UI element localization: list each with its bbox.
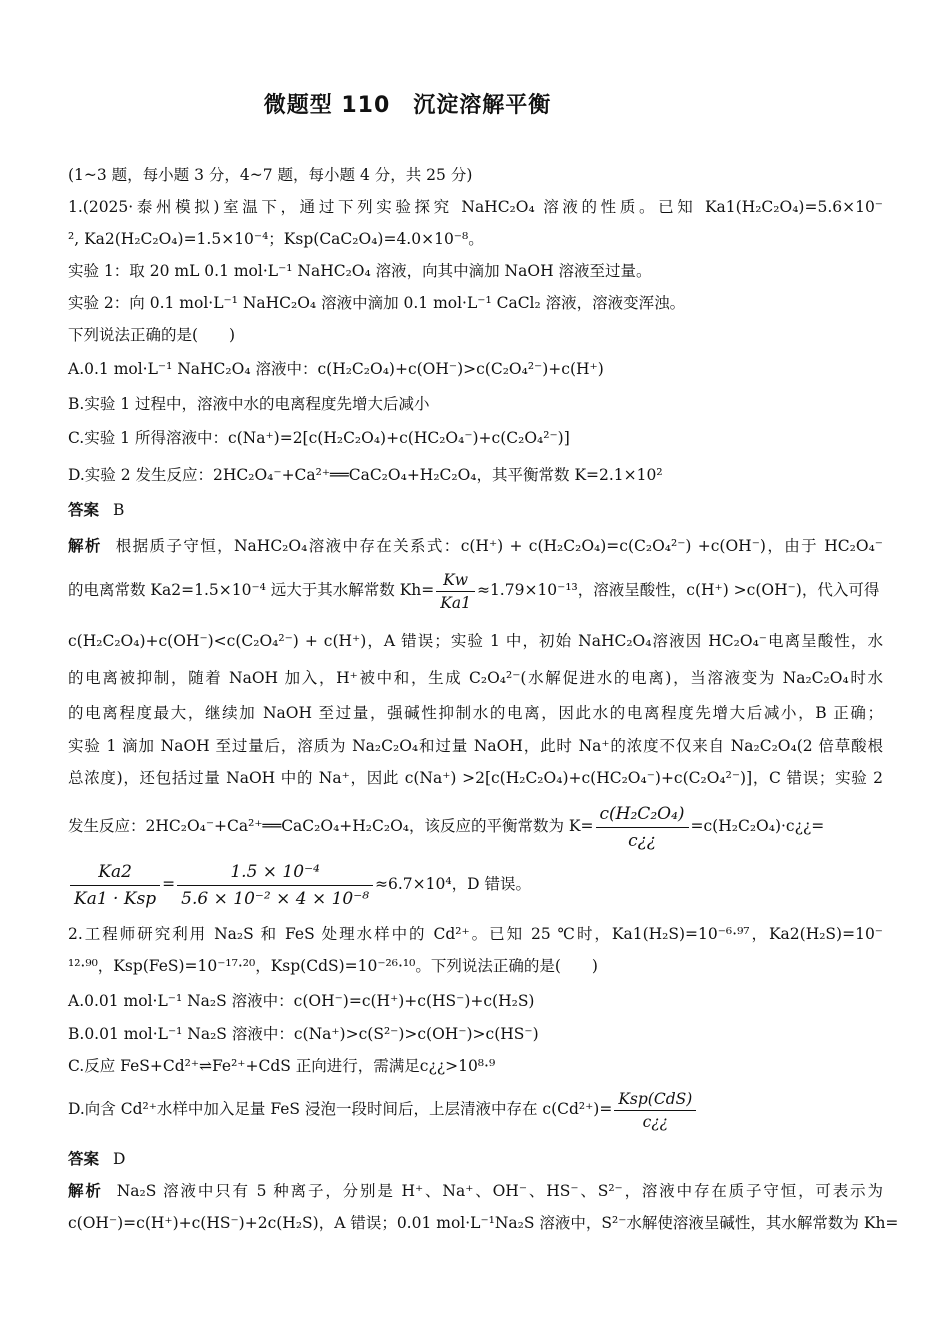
analysis-label: 解析 — [68, 1182, 103, 1200]
analysis-text: 的电离常数 Ka2=1.5×10⁻⁴ 远大于其水解常数 Kh= — [68, 581, 435, 599]
q2-analysis-line1 — [68, 1181, 883, 1201]
fraction-denominator: c¿¿ — [628, 830, 656, 851]
fraction-denominator: Ka1 — [440, 593, 471, 612]
q2-option-c: C.反应 FeS+Cd²⁺⇌Fe²⁺+CdS 正向进行，需满足c¿¿>10⁸·⁹ — [68, 1057, 496, 1075]
option-text: D.向含 Cd²⁺水样中加入足量 FeS 浸泡一段时间后，上层清液中存在 c(Cd²⁺)= — [68, 1100, 613, 1118]
q1-analysis-line8 — [68, 800, 883, 854]
page-title: 微题型 110 沉淀溶解平衡 — [263, 93, 552, 118]
q2-stem-line1: 2.工程师研究利用 Na₂S 和 FeS 处理水样中的 Cd²⁺。已知 25 ℃时，Ka1(H₂S)=10⁻⁶·⁹⁷，Ka2(H₂S)=10⁻ — [68, 925, 883, 943]
fraction-numerator: Kw — [436, 569, 475, 592]
q2-answer: D — [113, 1150, 126, 1168]
q1-answer-row — [68, 500, 883, 520]
q1-answer: B — [113, 501, 125, 519]
q2-option-b: B.0.01 mol·L⁻¹ Na₂S 溶液中：c(Na⁺)>c(S²⁻)>c(OH⁻)>c(HS⁻) — [68, 1025, 539, 1043]
ksp-fraction — [614, 1088, 696, 1133]
q1-experiment-1: 实验 1：取 20 mL 0.1 mol·L⁻¹ NaHC₂O₄ 溶液，向其中滴加 NaOH 溶液至过量。 — [68, 262, 652, 280]
q1-stem-line2: ², Ka2(H₂C₂O₄)=1.5×10⁻⁴；Ksp(CaC₂O₄)=4.0×10⁻⁸。 — [68, 230, 484, 248]
q2-stem-line2: ¹²·⁹⁰，Ksp(FeS)=10⁻¹⁷·²⁰，Ksp(CdS)=10⁻²⁶·¹⁰。下列说法正确的是( ) — [68, 957, 598, 975]
q2-option-a: A.0.01 mol·L⁻¹ Na₂S 溶液中：c(OH⁻)=c(H⁺)+c(HS⁻)+c(H₂S) — [68, 992, 535, 1010]
analysis-text: 发生反应：2HC₂O₄⁻+Ca²⁺══CaC₂O₄+H₂C₂O₄，该反应的平衡常数为 K= — [68, 817, 594, 835]
q1-option-b: B.实验 1 过程中，溶液中水的电离程度先增大后减小 — [68, 395, 430, 413]
q1-option-a: A.0.1 mol·L⁻¹ NaHC₂O₄ 溶液中：c(H₂C₂O₄)+c(OH⁻)>c(C₂O₄²⁻)+c(H⁺) — [68, 360, 604, 378]
q1-experiment-2: 实验 2：向 0.1 mol·L⁻¹ NaHC₂O₄ 溶液中滴加 0.1 mol·L⁻¹ CaCl₂ 溶液，溶液变浑浊。 — [68, 294, 686, 312]
q1-analysis-line5: 的电离程度最大，继续加 NaOH 至过量，强碱性抑制水的电离，因此水的电离程度先增大后减小，B 正确； — [68, 704, 883, 722]
q1-analysis-line6: 实验 1 滴加 NaOH 至过量后，溶质为 Na₂C₂O₄和过量 NaOH，此时 Na⁺的浓度不仅来自 Na₂C₂O₄(2 倍草酸根 — [68, 737, 883, 755]
analysis-text: ≈1.79×10⁻¹³，溶液呈酸性，c(H⁺) >c(OH⁻)，代入可得 — [476, 581, 880, 599]
q2-analysis-line2: c(OH⁻)=c(H⁺)+c(HS⁻)+2c(H₂S)，A 错误；0.01 mol·L⁻¹Na₂S 溶液中，S²⁻水解使溶液呈碱性，其水解常数为 Kh= — [68, 1214, 899, 1232]
analysis-label: 解析 — [68, 537, 102, 555]
q1-analysis-line4: 的电离被抑制，随着 NaOH 加入，H⁺被中和，生成 C₂O₄²⁻(水解促进水的电离)，当溶液变为 Na₂C₂O₄时水 — [68, 669, 883, 687]
analysis-text: Na₂S 溶液中只有 5 种离子，分别是 H⁺、Na⁺、OH⁻、HS⁻、S²⁻，溶液中存在质子守恒，可表示为 — [116, 1182, 883, 1200]
q1-analysis-line1 — [68, 536, 883, 556]
q1-analysis-line7: 总浓度)，还包括过量 NaOH 中的 Na⁺，因此 c(Na⁺) >2[c(H₂C₂O₄)+c(HC₂O₄⁻)+c(C₂O₄²⁻)]，C 错误；实验 2 — [68, 769, 883, 787]
q1-option-d: D.实验 2 发生反应：2HC₂O₄⁻+Ca²⁺══CaC₂O₄+H₂C₂O₄，其平衡常数 K=2.1×10² — [68, 466, 663, 484]
q1-option-c: C.实验 1 所得溶液中：c(Na⁺)=2[c(H₂C₂O₄)+c(HC₂O₄⁻)+c(C₂O₄²⁻)] — [68, 429, 570, 447]
ratio-fraction — [70, 859, 160, 912]
q1-analysis-line2 — [68, 566, 883, 616]
q1-stem-line1: 1.(2025·泰州模拟)室温下，通过下列实验探究 NaHC₂O₄ 溶液的性质。已知 Ka1(H₂C₂O₄)=5.6×10⁻ — [68, 198, 883, 216]
value-fraction — [177, 859, 373, 912]
q1-question: 下列说法正确的是( ) — [68, 326, 236, 344]
answer-label: 答案 — [68, 1150, 100, 1168]
analysis-text: 根据质子守恒，NaHC₂O₄溶液中存在关系式：c(H⁺) + c(H₂C₂O₄)=c(C₂O₄²⁻) +c(OH⁻)，由于 HC₂O₄⁻ — [115, 537, 883, 555]
q1-analysis-line3: c(H₂C₂O₄)+c(OH⁻)<c(C₂O₄²⁻) + c(H⁺)，A 错误；实验 1 中，初始 NaHC₂O₄溶液因 HC₂O₄⁻电离呈酸性，水 — [68, 632, 883, 650]
fraction-numerator: 1.5 × 10⁻⁴ — [177, 859, 373, 886]
fraction-numerator: Ksp(CdS) — [614, 1088, 696, 1111]
q2-option-d — [68, 1084, 883, 1136]
kh-fraction — [436, 569, 475, 614]
fraction-numerator: Ka2 — [70, 859, 160, 886]
k-fraction — [596, 801, 689, 854]
q1-analysis-line9: $\frac{Ka2}{\text{Ka1 · Ksp}}$ = $\frac{\text{1.5 × 10⁻⁴}}{\text{5.6 × 10⁻² × 4 × 10⁻⁸}}$ ≈6.7×10⁴，D 错误。 — [68, 856, 883, 916]
analysis-text: ≈6.7×10⁴，D 错误。 — [375, 875, 531, 893]
analysis-text: =c(H₂C₂O₄)·c¿¿= — [690, 817, 825, 835]
fraction-denominator: c¿¿ — [642, 1112, 668, 1131]
q2-answer-row — [68, 1149, 883, 1169]
fraction-denominator: Ka1 · Ksp — [74, 888, 157, 909]
fraction-numerator: c(H₂C₂O₄) — [596, 801, 689, 828]
fraction-denominator: 5.6 × 10⁻² × 4 × 10⁻⁸ — [181, 888, 370, 909]
answer-label: 答案 — [68, 501, 100, 519]
score-intro: (1~3 题，每小题 3 分，4~7 题，每小题 4 分，共 25 分) — [68, 166, 473, 184]
